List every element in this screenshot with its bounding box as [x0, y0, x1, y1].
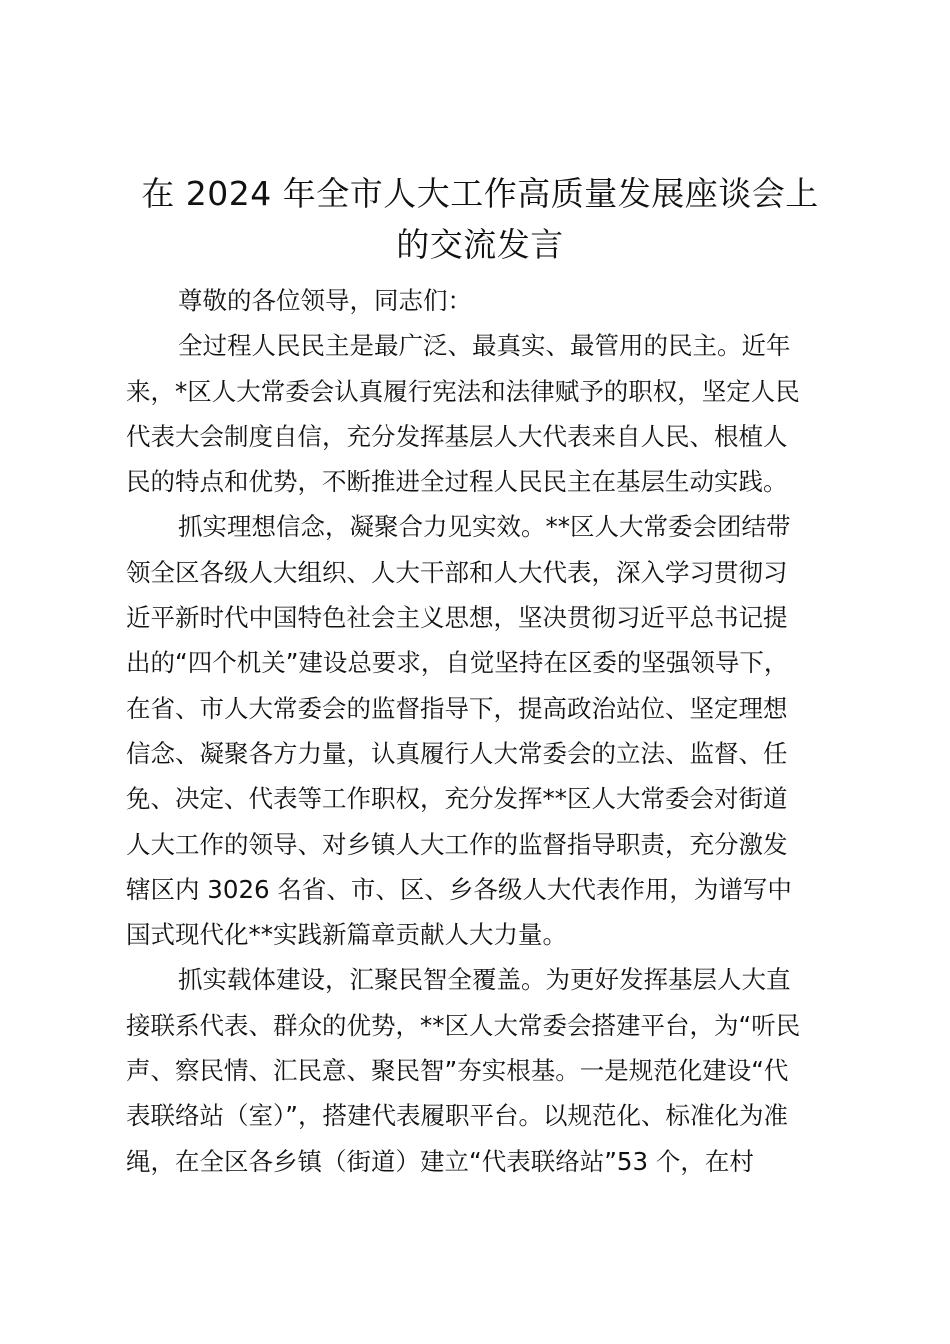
text-line: 民的特点和优势，不断推进全过程人民民主在基层生动实践。	[126, 467, 788, 497]
ideals-paragraph	[126, 504, 846, 957]
text-line: 免、决定、代表等工作职权，充分发挥**区人大常委会对街道	[126, 784, 788, 814]
text-line: 出的“四个机关”建设总要求，自觉坚持在区委的坚强领导下，	[126, 648, 789, 678]
text-line: 声、察民情、汇民意、聚民智”夯实根基。一是规范化建设“代	[126, 1056, 789, 1086]
document-title	[120, 168, 840, 270]
text-line: 表联络站（室）”，搭建代表履职平台。以规范化、标准化为准	[126, 1101, 788, 1131]
platform-paragraph	[126, 957, 846, 1183]
salutation-paragraph	[126, 278, 846, 323]
text-line: 抓实载体建设，汇聚民智全覆盖。为更好发挥基层人大直	[178, 965, 791, 995]
text-line: 领全区各级人大组织、人大干部和人大代表，深入学习贯彻习	[126, 557, 788, 587]
text-line: 人大工作的领导、对乡镇人大工作的监督指导职责，充分激发	[126, 829, 788, 859]
text-line: 近平新时代中国特色社会主义思想，坚决贯彻习近平总书记提	[126, 603, 788, 633]
text-line: 国式现代化**实践新篇章贡献人大力量。	[126, 920, 567, 950]
document-body	[126, 278, 846, 1184]
title-line-1: 在 2024 年全市人大工作高质量发展座谈会上	[141, 174, 819, 213]
text-line: 全过程人民民主是最广泛、最真实、最管用的民主。近年	[178, 331, 791, 361]
text-line: 抓实理想信念，凝聚合力见实效。**区人大常委会团结带	[178, 512, 791, 542]
text-line: 接联系代表、群众的优势，**区人大常委会搭建平台，为“听民	[126, 1010, 801, 1040]
text-line: 信念、凝聚各方力量，认真履行人大常委会的立法、监督、任	[126, 738, 788, 768]
text-line: 代表大会制度自信，充分发挥基层人大代表来自人民、根植人	[126, 421, 788, 451]
title-line-2: 的交流发言	[396, 225, 564, 264]
intro-paragraph	[126, 323, 846, 504]
text-line: 在省、市人大常委会的监督指导下，提高政治站位、坚定理想	[126, 693, 788, 723]
text-line: 来，*区人大常委会认真履行宪法和法律赋予的职权，坚定人民	[126, 376, 800, 406]
text-line: 绳，在全区各乡镇（街道）建立“代表联络站”53 个，在村	[126, 1146, 754, 1176]
text-line: 尊敬的各位领导，同志们：	[178, 286, 472, 315]
text-line: 辖区内 3026 名省、市、区、乡各级人大代表作用，为谱写中	[126, 874, 792, 904]
